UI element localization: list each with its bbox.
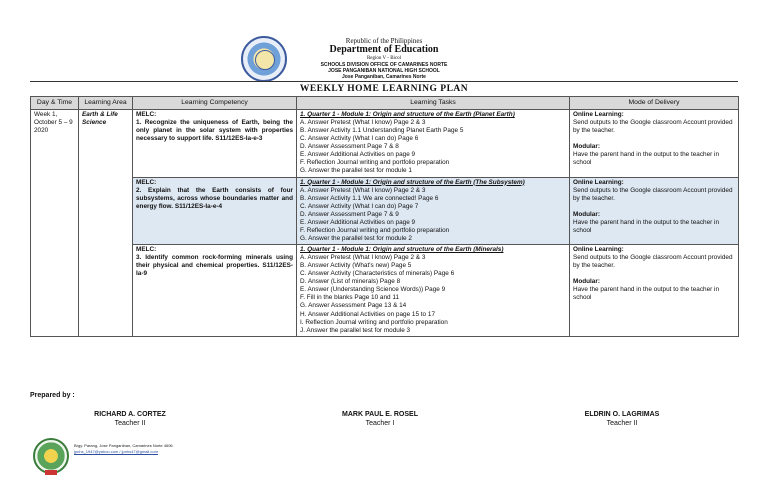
header-location: Jose Panganiban, Camarines Norte	[342, 74, 426, 80]
modular-label: Modular:	[573, 210, 600, 218]
tasks-cell	[297, 177, 570, 245]
tasks-cell	[297, 110, 570, 178]
tasks-cell	[297, 245, 570, 337]
col-header-area: Learning Area	[79, 97, 133, 110]
delivery-cell	[570, 177, 739, 245]
signatory-name: RICHARD A. CORTEZ	[94, 411, 166, 418]
task-item: E. Answer Additional Activities on page 9	[300, 218, 416, 226]
task-item: C. Answer Activity (What I can do) Page 6	[300, 135, 419, 143]
task-item: F. Reflection Journal writing and portfolio preparation	[300, 159, 450, 167]
footer-address: Brgy. Parang, Jose Panganiban, Camarines Norte 4606	[74, 443, 173, 448]
task-item: G. Answer the parallel test for module 2	[300, 234, 412, 242]
delivery-cell	[570, 110, 739, 178]
task-item: D. Answer Assessment Page 7 & 8	[300, 143, 399, 151]
task-item: H. Answer Additional Activities on page 15 to 17	[300, 310, 435, 318]
col-header-day: Day & Time	[31, 97, 79, 110]
task-item: C. Answer Activity (Characteristics of minerals) Page 6	[300, 270, 455, 278]
footer-contact	[74, 443, 173, 455]
signatory-block	[532, 410, 712, 428]
header-republic: Republic of the Philippines	[345, 37, 423, 45]
signatory-block	[290, 410, 470, 428]
melc-label: MELC:	[136, 111, 157, 118]
modular-text: Have the parent hand in the output to the teacher in school	[573, 218, 720, 234]
melc-label: MELC:	[136, 246, 157, 253]
header-department: Department of Education	[329, 44, 439, 55]
col-header-tasks: Learning Tasks	[297, 97, 570, 110]
task-item: A. Answer Pretest (What I know) Page 2 & 3	[300, 119, 426, 127]
header-region: Region V - Bicol	[366, 56, 402, 61]
table-row	[31, 177, 739, 245]
col-header-competency: Learning Competency	[133, 97, 297, 110]
competency-text: 2. Explain that the Earth consists of four subsystems, across whose boundaries matter and energy flow. S11/12ES-Ia-e-4	[136, 186, 293, 210]
task-item: G. Answer the parallel test for module 1	[300, 167, 412, 175]
task-item: J. Answer the parallel test for module 3	[300, 326, 411, 334]
task-item: G. Answer Assessment Page 13 & 14	[300, 302, 407, 310]
task-item: B. Answer Activity 1.1 We are connected! Page 6	[300, 194, 439, 202]
table-header-row	[31, 97, 739, 110]
learning-area-cell: Earth & Life Science	[79, 110, 133, 337]
day-time-cell: Week 1, October 5 – 9 2020	[31, 110, 79, 337]
online-learning-text: Send outputs to the Google classroom Account provided by the teacher.	[573, 119, 733, 135]
competency-cell	[133, 245, 297, 337]
header-school: JOSE PANGANIBAN NATIONAL HIGH SCHOOL	[328, 68, 440, 74]
task-item: I. Reflection Journal writing and portfolio preparation	[300, 318, 448, 326]
online-learning-text: Send outputs to the Google classroom Account provided by the teacher.	[573, 186, 733, 202]
task-item: D. Answer Assessment Page 7 & 9	[300, 210, 399, 218]
task-item: A. Answer Pretest (What I know) Page 2 & 3	[300, 186, 426, 194]
module-title: 1. Quarter 1 - Module 1: Origin and structure of the Earth (Minerals)	[300, 246, 504, 253]
modular-text: Have the parent hand in the output to the teacher in school	[573, 286, 720, 302]
modular-text: Have the parent hand in the output to the teacher in school	[573, 151, 720, 167]
competency-text: 3. Identify common rock-forming minerals using their physical and chemical properties. S11/12ES-Ia-9	[136, 254, 293, 278]
signatory-block	[40, 410, 220, 428]
competency-cell	[133, 177, 297, 245]
table-row	[31, 110, 739, 178]
school-logo	[33, 438, 69, 474]
module-title: 1. Quarter 1 - Module 1: Origin and structure of the Earth (The Subsystem)	[300, 178, 525, 186]
header-division: SCHOOLS DIVISION OFFICE OF CAMARINES NORTE	[320, 62, 448, 68]
prepared-by-label: Prepared by :	[30, 392, 75, 399]
modular-label: Modular:	[573, 143, 600, 151]
school-logo-ribbon	[45, 470, 57, 475]
signatory-name: MARK PAUL E. ROSEL	[342, 411, 418, 418]
task-item: C. Answer Activity (What I can do) Page 7	[300, 202, 419, 210]
signatory-role: Teacher II	[606, 420, 638, 428]
signatory-role: Teacher I	[365, 420, 395, 428]
task-item: F. Fill in the blanks Page 10 and 11	[300, 294, 399, 302]
task-item: B. Answer Activity (What's new) Page 5	[300, 262, 412, 270]
header-divider	[30, 81, 738, 82]
modular-label: Modular:	[573, 278, 600, 286]
online-learning-label: Online Learning:	[573, 246, 624, 253]
task-item: F. Reflection Journal writing and portfolio preparation	[300, 226, 450, 234]
competency-text: 1. Recognize the uniqueness of Earth, being the only planet in the solar system with properties necessary to support life. S11/12ES-Ia-e-3	[136, 119, 293, 143]
col-header-delivery: Mode of Delivery	[570, 97, 739, 110]
delivery-cell	[570, 245, 739, 337]
task-item: D. Answer (List of minerals) Page 8	[300, 278, 401, 286]
online-learning-text: Send outputs to the Google classroom Account provided by the teacher.	[573, 254, 733, 270]
competency-cell	[133, 110, 297, 178]
signatory-role: Teacher II	[114, 420, 146, 428]
task-item: B. Answer Activity 1.1 Understanding Planet Earth Page 5	[300, 127, 464, 135]
learning-plan-table	[30, 96, 739, 337]
task-item: E. Answer (Understanding Science Words)) Page 9	[300, 286, 446, 294]
footer-email: jpnhs_1947@yahoo.com / jpnhs47@gmail.com	[74, 449, 158, 454]
module-title: 1. Quarter 1 - Module 1: Origin and structure of the Earth (Planet Earth)	[300, 111, 515, 118]
task-item: E. Answer Additional Activities on page 9	[300, 151, 416, 159]
online-learning-label: Online Learning:	[573, 111, 624, 118]
plan-title: WEEKLY HOME LEARNING PLAN	[299, 84, 469, 94]
task-item: A. Answer Pretest (What I know) Page 2 & 3	[300, 254, 426, 262]
online-learning-label: Online Learning:	[573, 178, 624, 186]
signatory-name: ELDRIN O. LAGRIMAS	[584, 411, 660, 418]
table-row	[31, 245, 739, 337]
melc-label: MELC:	[136, 178, 157, 186]
